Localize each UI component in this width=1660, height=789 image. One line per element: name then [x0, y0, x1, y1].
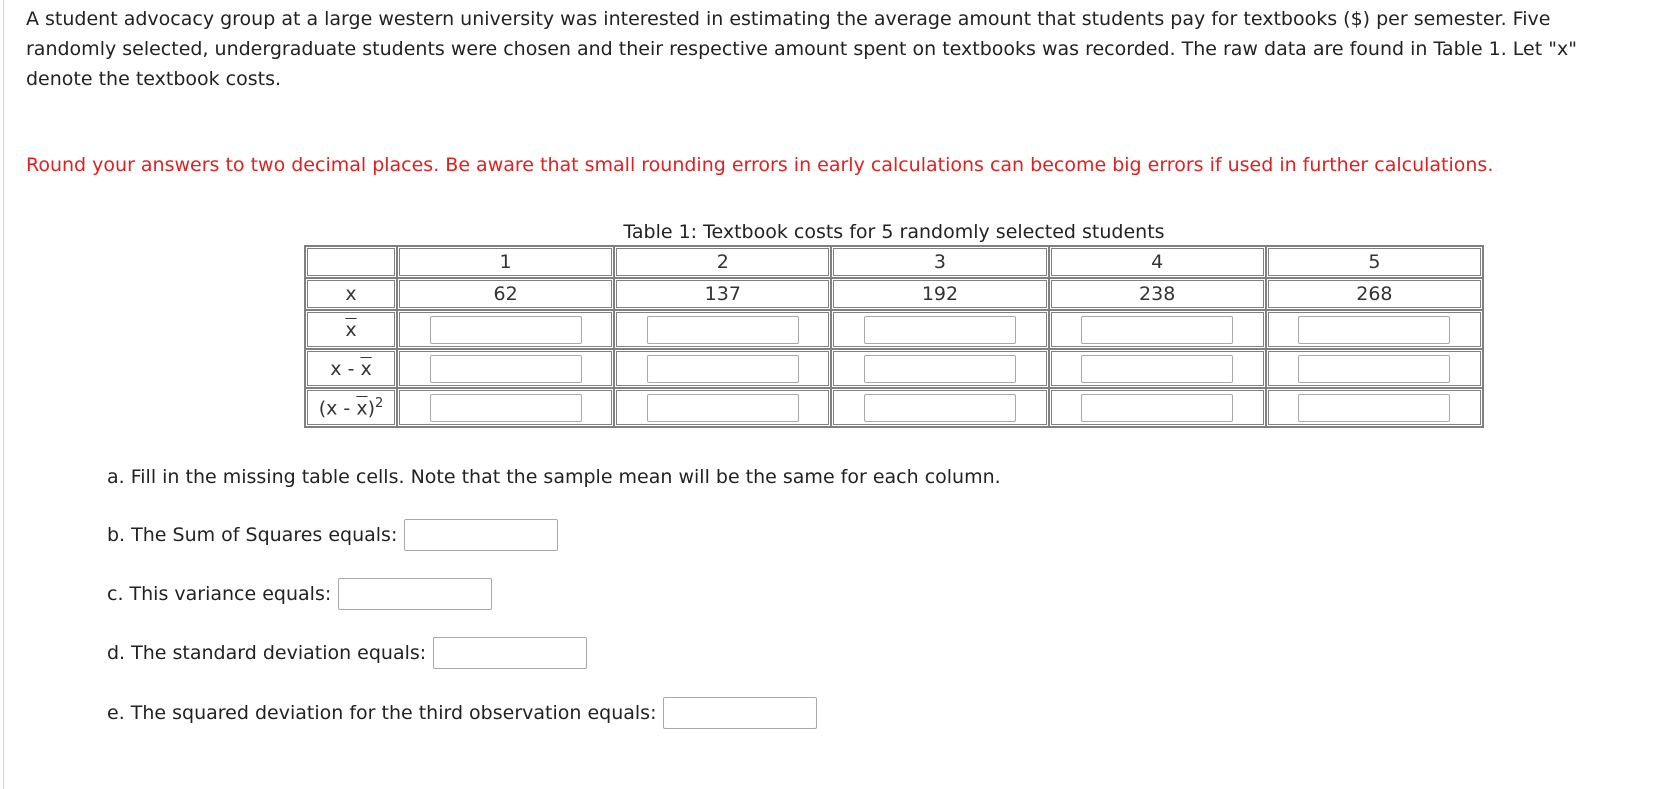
standard-deviation-input[interactable]: [433, 637, 587, 669]
column-header: 1: [397, 246, 614, 278]
problem-page: [3, 0, 1659, 789]
squared-input-5[interactable]: [1298, 394, 1450, 422]
problem-intro: A student advocacy group at a large western university was interested in estimating the average amount that students pay for textbooks ($) per semester. Five randomly selected, undergraduate students were chosen and their respective amount spent on textbooks was recorded. The raw data are found in Table 1. Let "x" denote the textbook costs.: [26, 8, 1577, 90]
squared-input-2[interactable]: [647, 394, 799, 422]
table-header-row: [305, 246, 1483, 278]
deviation-input-4[interactable]: [1081, 355, 1233, 383]
xbar-input-4[interactable]: [1081, 316, 1233, 344]
question-c-text: c. This variance equals:: [107, 583, 332, 605]
column-header: 2: [614, 246, 831, 278]
deviation-label-prefix: x -: [330, 357, 361, 380]
deviation-xbar-symbol: $\overline{x}$: [360, 357, 372, 380]
squared-row-label: [305, 388, 397, 427]
squared-input-4[interactable]: [1081, 394, 1233, 422]
deviation-row-label: [305, 349, 397, 388]
squared-input-1[interactable]: [430, 394, 582, 422]
xbar-input-2[interactable]: [647, 316, 799, 344]
question-a-text: a. Fill in the missing table cells. Note that the sample mean will be the same for each column.: [107, 466, 1001, 488]
squared-input-3[interactable]: [864, 394, 1016, 422]
xbar-input-3[interactable]: [864, 316, 1016, 344]
column-header: 4: [1049, 246, 1266, 278]
rounding-warning: Round your answers to two decimal places. Be aware that small rounding errors in early calculations can become big errors if used in further calculations.: [26, 154, 1494, 176]
header-corner-cell: [305, 246, 397, 278]
sample-mean-row: [305, 310, 1483, 349]
x-value-cell: 238: [1049, 278, 1266, 310]
squared-label-open: (x -: [318, 397, 357, 420]
xbar-input-5[interactable]: [1298, 316, 1450, 344]
question-b: [107, 519, 558, 551]
question-d: [107, 637, 587, 669]
xbar-input-1[interactable]: [430, 316, 582, 344]
textbook-costs-table: [304, 245, 1484, 428]
question-c: [107, 578, 492, 610]
column-header: 5: [1266, 246, 1483, 278]
squared-exponent: 2: [374, 395, 384, 411]
deviation-input-1[interactable]: [430, 355, 582, 383]
deviation-input-2[interactable]: [647, 355, 799, 383]
squared-label-close: ): [367, 397, 375, 420]
x-values-row: [305, 278, 1483, 310]
xbar-symbol: $\overline{x}$: [345, 318, 357, 341]
squared-deviation-third-input[interactable]: [663, 697, 817, 729]
question-e: [107, 697, 817, 729]
variance-input[interactable]: [338, 578, 492, 610]
x-row-label: x: [305, 278, 397, 310]
deviation-row: [305, 349, 1483, 388]
squared-xbar-symbol: $\overline{x}$: [356, 397, 368, 420]
x-value-cell: 192: [831, 278, 1048, 310]
x-value-cell: 137: [614, 278, 831, 310]
question-a: [107, 462, 1001, 492]
sum-of-squares-input[interactable]: [404, 519, 558, 551]
question-d-text: d. The standard deviation equals:: [107, 642, 427, 664]
deviation-input-3[interactable]: [864, 355, 1016, 383]
question-e-text: e. The squared deviation for the third observation equals:: [107, 702, 657, 724]
x-value-cell: 62: [397, 278, 614, 310]
deviation-input-5[interactable]: [1298, 355, 1450, 383]
squared-deviation-row: [305, 388, 1483, 427]
x-value-cell: 268: [1266, 278, 1483, 310]
xbar-row-label: [305, 310, 397, 349]
column-header: 3: [831, 246, 1048, 278]
question-b-text: b. The Sum of Squares equals:: [107, 524, 398, 546]
table-caption: Table 1: Textbook costs for 5 randomly selected students: [623, 221, 1165, 243]
